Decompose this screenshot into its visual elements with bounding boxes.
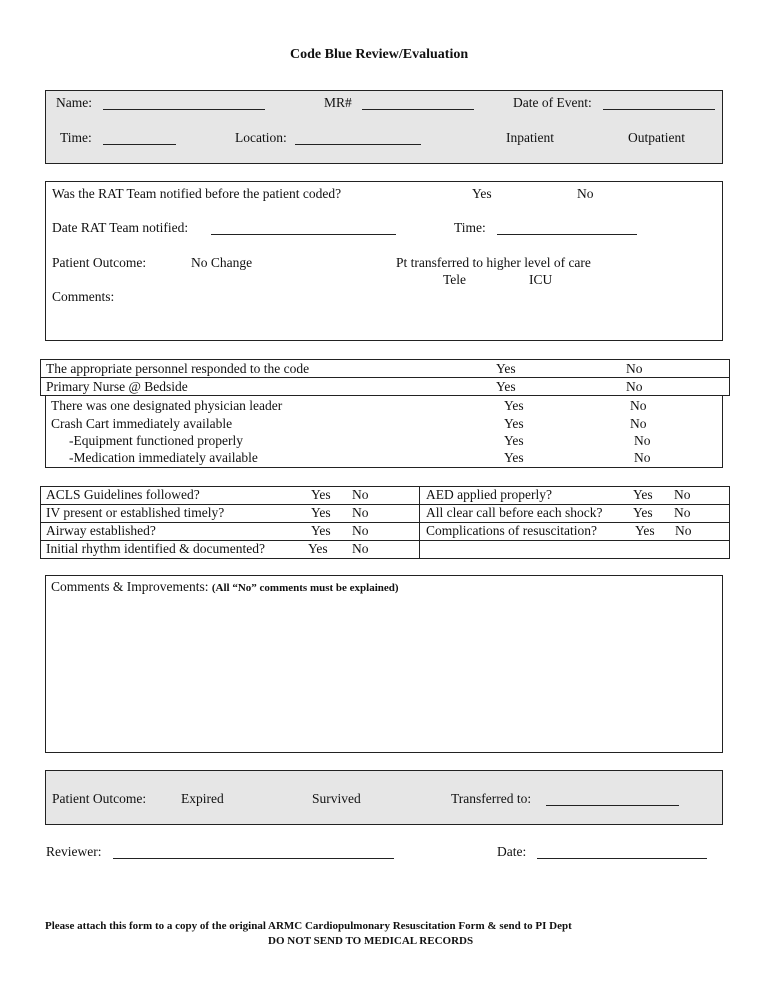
- page-title: Code Blue Review/Evaluation: [290, 47, 469, 62]
- response-yes[interactable]: Yes: [504, 450, 524, 465]
- response-no[interactable]: No: [634, 433, 651, 448]
- icu-option[interactable]: ICU: [529, 272, 553, 287]
- transferred-to-label: Transferred to:: [451, 791, 532, 806]
- acls-left-label: Initial rhythm identified & documented?: [46, 541, 265, 556]
- acls-right-label: AED applied properly?: [426, 487, 552, 502]
- location-label: Location:: [235, 130, 287, 145]
- response-yes[interactable]: Yes: [504, 416, 524, 431]
- acls-left-yes[interactable]: Yes: [311, 523, 331, 538]
- acls-left-no[interactable]: No: [352, 487, 369, 502]
- mr-field[interactable]: [362, 97, 474, 110]
- acls-right-yes[interactable]: Yes: [633, 487, 653, 502]
- footer-date-label: Date:: [497, 844, 527, 859]
- response-label: -Equipment functioned properly: [69, 433, 243, 448]
- response-row-1: [40, 359, 730, 378]
- response-yes[interactable]: Yes: [496, 379, 516, 394]
- location-field[interactable]: [295, 132, 421, 145]
- acls-right-no[interactable]: No: [674, 487, 691, 502]
- name-label: Name:: [56, 95, 92, 110]
- expired-option[interactable]: Expired: [181, 791, 224, 806]
- mr-label: MR#: [324, 95, 352, 110]
- rat-date-label: Date RAT Team notified:: [52, 220, 189, 235]
- rat-team-box: [45, 181, 723, 341]
- response-yes[interactable]: Yes: [504, 398, 524, 413]
- acls-left-no[interactable]: No: [352, 505, 369, 520]
- footer-instruction: Please attach this form to a copy of the original ARMC Cardiopulmonary Resuscitation Form & send to PI Dept: [45, 920, 572, 932]
- response-yes[interactable]: Yes: [496, 361, 516, 376]
- rat-outcome-label: Patient Outcome:: [52, 255, 147, 270]
- response-no[interactable]: No: [630, 398, 647, 413]
- acls-left-label: IV present or established timely?: [46, 505, 225, 520]
- response-no[interactable]: No: [626, 379, 643, 394]
- response-label: There was one designated physician leader: [51, 398, 283, 413]
- time-label: Time:: [60, 130, 92, 145]
- time-field[interactable]: [103, 132, 176, 145]
- response-row-2: [40, 377, 730, 396]
- rat-yes-option[interactable]: Yes: [472, 186, 492, 201]
- acls-left-label: ACLS Guidelines followed?: [46, 487, 200, 502]
- response-no[interactable]: No: [626, 361, 643, 376]
- footer-warning: DO NOT SEND TO MEDICAL RECORDS: [268, 935, 474, 947]
- survived-option[interactable]: Survived: [312, 791, 361, 806]
- patient-outcome-box: [45, 770, 723, 825]
- acls-left-no[interactable]: No: [352, 541, 369, 556]
- acls-left-yes[interactable]: Yes: [308, 541, 328, 556]
- rat-comments-label: Comments:: [52, 289, 115, 304]
- rat-no-option[interactable]: No: [577, 186, 594, 201]
- transferred-to-field[interactable]: [546, 793, 679, 806]
- response-label: Primary Nurse @ Bedside: [46, 379, 188, 394]
- acls-right-no[interactable]: No: [675, 523, 692, 538]
- acls-left-no[interactable]: No: [352, 523, 369, 538]
- acls-right-label: Complications of resuscitation?: [426, 523, 597, 538]
- comments-note: (All “No” comments must be explained): [211, 582, 399, 594]
- reviewer-field[interactable]: [113, 846, 394, 859]
- response-label: The appropriate personnel responded to the code: [46, 361, 310, 376]
- name-field[interactable]: [103, 97, 265, 110]
- comments-box[interactable]: [45, 575, 723, 753]
- response-yes[interactable]: Yes: [504, 433, 524, 448]
- response-group: [45, 395, 723, 468]
- patient-info-box: [45, 90, 723, 164]
- acls-left-yes[interactable]: Yes: [311, 505, 331, 520]
- comments-label-line: [51, 579, 399, 595]
- rat-date-field[interactable]: [211, 222, 396, 235]
- rat-time-label: Time:: [454, 220, 486, 235]
- response-label: Crash Cart immediately available: [51, 416, 233, 431]
- date-event-label: Date of Event:: [513, 95, 592, 110]
- response-label: -Medication immediately available: [69, 450, 258, 465]
- response-no[interactable]: No: [630, 416, 647, 431]
- acls-table: [40, 486, 730, 559]
- acls-left-label: Airway established?: [46, 523, 156, 538]
- outpatient-option[interactable]: Outpatient: [628, 130, 685, 145]
- acls-right-no[interactable]: No: [674, 505, 691, 520]
- acls-right-label: All clear call before each shock?: [426, 505, 603, 520]
- acls-left-yes[interactable]: Yes: [311, 487, 331, 502]
- comments-label: Comments & Improvements:: [51, 579, 209, 594]
- reviewer-label: Reviewer:: [46, 844, 102, 859]
- no-change-option[interactable]: No Change: [191, 255, 253, 270]
- acls-right-yes[interactable]: Yes: [633, 505, 653, 520]
- rat-question: Was the RAT Team notified before the patient coded?: [52, 186, 342, 201]
- rat-time-field[interactable]: [497, 222, 637, 235]
- footer-date-field[interactable]: [537, 846, 707, 859]
- tele-option[interactable]: Tele: [443, 272, 467, 287]
- inpatient-option[interactable]: Inpatient: [506, 130, 554, 145]
- acls-right-yes[interactable]: Yes: [635, 523, 655, 538]
- outcome-label: Patient Outcome:: [52, 791, 147, 806]
- response-no[interactable]: No: [634, 450, 651, 465]
- transferred-option[interactable]: Pt transferred to higher level of care: [396, 255, 591, 270]
- date-event-field[interactable]: [603, 97, 715, 110]
